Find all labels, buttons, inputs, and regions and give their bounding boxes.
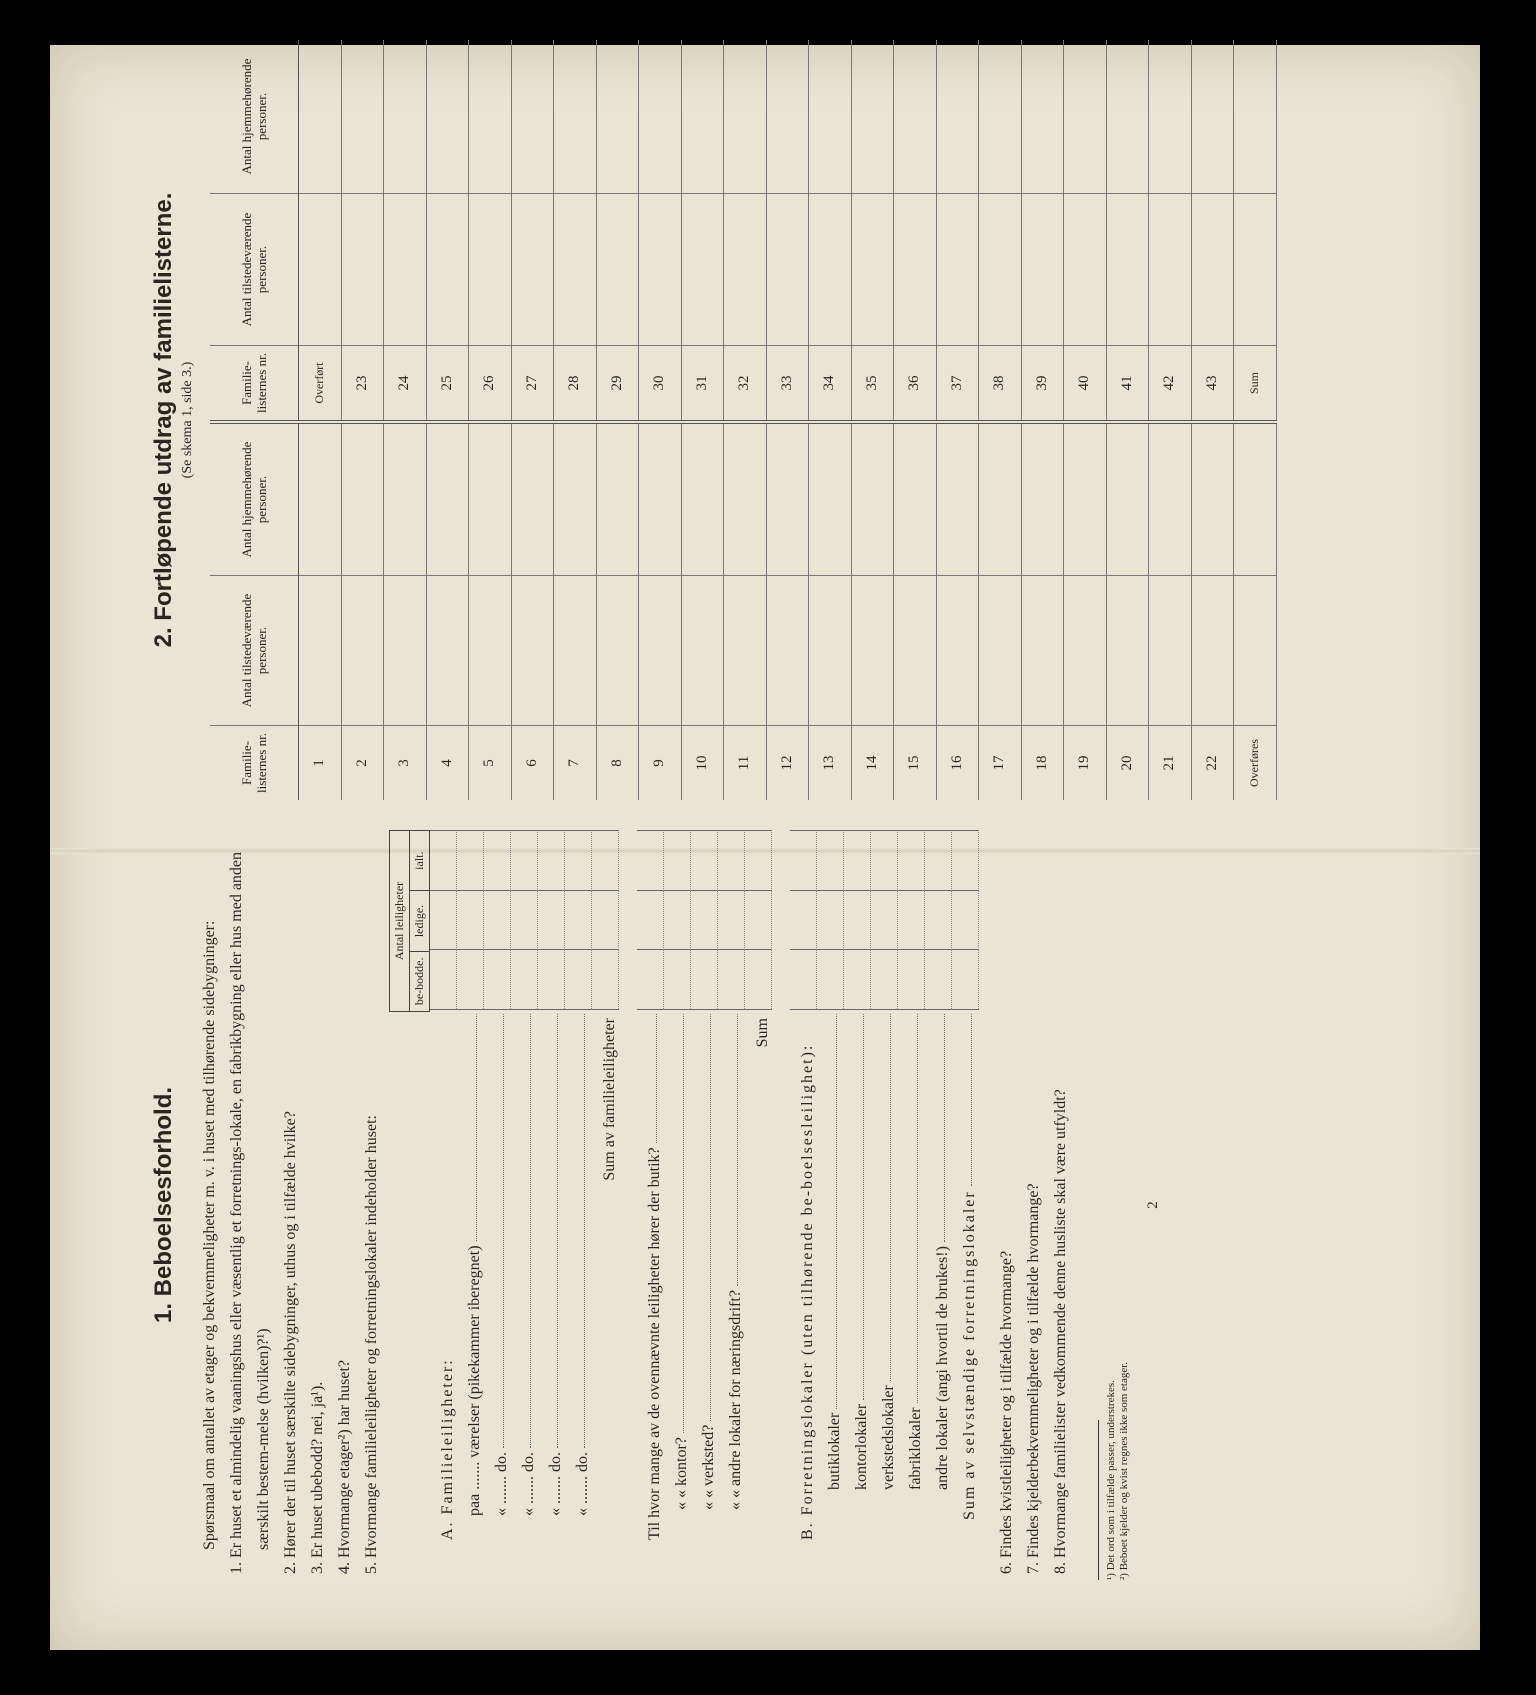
apartment-row: [457, 830, 484, 1540]
present-count-cell[interactable]: [1191, 576, 1234, 726]
resident-count-cell[interactable]: [469, 40, 512, 194]
page-number: 2: [1145, 1201, 1161, 1209]
sum-label: Sum: [754, 1018, 771, 1048]
family-list-number: 15: [894, 726, 937, 801]
resident-count-cell[interactable]: [1106, 40, 1149, 194]
family-row: [766, 422, 809, 800]
family-row: [1191, 40, 1234, 420]
resident-count-cell[interactable]: [299, 422, 342, 576]
family-table-right: [210, 40, 1277, 420]
section-b-title-row: [790, 830, 817, 1540]
present-count-cell[interactable]: [1021, 576, 1064, 726]
family-list-number: 16: [936, 726, 979, 801]
section-b-title: B. Forretningslokaler (uten tilhørende be-boelsesleilighet):: [799, 1043, 816, 1540]
family-table-left: [210, 420, 1277, 800]
present-count-cell[interactable]: [511, 576, 554, 726]
resident-count-cell[interactable]: [511, 40, 554, 194]
resident-count-cell[interactable]: [851, 40, 894, 194]
resident-count-cell[interactable]: [894, 40, 937, 194]
resident-count-cell[interactable]: [554, 422, 597, 576]
family-row: [554, 40, 597, 420]
footnote-1: ¹) Det ord som i tilfælde passer, understrekes.: [1105, 1380, 1117, 1580]
footnote-divider: [1098, 1420, 1099, 1580]
question-8: 8. Hvormange familielister vedkommende denne husliste skal være utfyldt?: [1052, 1089, 1069, 1574]
family-row: [979, 40, 1022, 420]
present-count-cell[interactable]: [299, 576, 342, 726]
resident-count-cell[interactable]: [1021, 40, 1064, 194]
resident-count-cell[interactable]: [894, 422, 937, 576]
family-row: [554, 422, 597, 800]
business-premise-row: [898, 830, 925, 1540]
family-row: [724, 422, 767, 800]
family-row: [809, 40, 852, 420]
section-1-title: 1. Beboelsesforhold.: [150, 1086, 177, 1324]
section-1-page: [150, 810, 1350, 1600]
family-list-number: 26: [469, 346, 512, 421]
present-count-cell[interactable]: [766, 576, 809, 726]
section-a-title: A. Familieleiligheter:: [439, 1358, 456, 1540]
business-premise-cells[interactable]: [871, 830, 898, 1010]
business-premise-label: verkstedslokaler: [880, 1385, 897, 1490]
resident-count-cell[interactable]: [596, 40, 639, 194]
present-count-cell[interactable]: [681, 576, 724, 726]
family-row: [681, 40, 724, 420]
family-row: [766, 40, 809, 420]
apartment-cells[interactable]: [511, 830, 538, 1010]
footnote-2: ²) Beboet kjelder og kvist regnes ikke som etager.: [1118, 1361, 1130, 1580]
family-list-number: 24: [384, 346, 427, 421]
resident-count-cell[interactable]: [639, 40, 682, 194]
family-row: [894, 40, 937, 420]
resident-count-cell[interactable]: [1106, 422, 1149, 576]
family-row: [1106, 40, 1149, 420]
family-row: [639, 422, 682, 800]
family-list-number: 40: [1064, 346, 1107, 421]
present-count-cell[interactable]: [1234, 194, 1277, 346]
resident-count-cell[interactable]: [426, 422, 469, 576]
family-list-number: 17: [979, 726, 1022, 801]
business-premise-cells[interactable]: [898, 830, 925, 1010]
question-1: 1. Er huset et almindelig vaaningshus eller væsentlig et forretnings-lokale, en fabrikbygning eller hus med anden særskilt bestem-melse (hvilken)?¹): [228, 851, 272, 1574]
family-row: [639, 40, 682, 420]
present-count-cell[interactable]: [639, 576, 682, 726]
resident-count-cell[interactable]: [426, 40, 469, 194]
resident-count-cell[interactable]: [681, 422, 724, 576]
apartment-cells[interactable]: [457, 830, 484, 1010]
present-count-cell[interactable]: [809, 576, 852, 726]
apartment-cells[interactable]: [565, 830, 592, 1010]
question-4: 4. Hvormange etager²) har huset?: [336, 1359, 353, 1574]
resident-count-cell[interactable]: [596, 422, 639, 576]
resident-count-cell[interactable]: [1021, 422, 1064, 576]
question-6: 6. Findes kvistleiligheter og i tilfælde hvormange?: [998, 1250, 1015, 1574]
present-count-cell[interactable]: [1064, 576, 1107, 726]
col-header-present: Antal tilstedeværende personer.: [210, 194, 299, 346]
family-row: [1149, 40, 1192, 420]
resident-count-cell[interactable]: [724, 40, 767, 194]
family-list-number: 3: [384, 726, 427, 801]
section-2-page: [150, 40, 1350, 800]
present-count-cell[interactable]: [1106, 576, 1149, 726]
resident-count-cell[interactable]: [851, 422, 894, 576]
section-2-title: 2. Fortløpende utdrag av familielisterne.: [150, 192, 177, 648]
family-list-number: 13: [809, 726, 852, 801]
resident-count-cell[interactable]: [511, 422, 554, 576]
business-use-label: « « verksted?: [700, 1424, 717, 1510]
family-row: [1106, 422, 1149, 800]
business-premise-label: kontorlokaler: [853, 1403, 870, 1490]
apartment-cells[interactable]: [484, 830, 511, 1010]
family-row: [894, 422, 937, 800]
apartment-row: [538, 830, 565, 1540]
family-list-number: 2: [341, 726, 384, 801]
til-intro: Til hvor mange av de ovennævnte leiligheter hører der butik?: [646, 1147, 663, 1540]
sum-row: [745, 830, 772, 1540]
present-count-cell[interactable]: [766, 194, 809, 346]
family-row: [299, 422, 342, 800]
business-premise-cells[interactable]: [844, 830, 871, 1010]
resident-count-cell[interactable]: [384, 40, 427, 194]
present-count-cell[interactable]: [851, 194, 894, 346]
resident-count-cell[interactable]: [681, 40, 724, 194]
family-list-number: Sum: [1234, 346, 1277, 421]
family-list-number: 41: [1106, 346, 1149, 421]
business-premise-row: [817, 830, 844, 1540]
family-row: [426, 422, 469, 800]
apartment-row: [511, 830, 538, 1540]
apartment-label: « ....... do.: [493, 1452, 510, 1516]
resident-count-cell[interactable]: [724, 422, 767, 576]
business-use-cells[interactable]: [691, 830, 718, 1010]
family-list-number: 43: [1191, 346, 1234, 421]
family-list-number: 39: [1021, 346, 1064, 421]
family-list-number: Overføres: [1234, 726, 1277, 801]
family-row: [469, 422, 512, 800]
present-count-cell[interactable]: [554, 576, 597, 726]
family-list-number: 5: [469, 726, 512, 801]
present-count-cell[interactable]: [724, 576, 767, 726]
present-count-cell[interactable]: [384, 576, 427, 726]
family-list-number: 37: [936, 346, 979, 421]
family-list-number: 9: [639, 726, 682, 801]
business-premise-label: fabriklokaler: [907, 1407, 924, 1490]
present-count-cell[interactable]: [1106, 194, 1149, 346]
present-count-cell[interactable]: [979, 576, 1022, 726]
present-count-cell[interactable]: [936, 194, 979, 346]
question-7: 7. Findes kjelderbekvemmeligheter og i tilfælde hvormange?: [1025, 1183, 1042, 1574]
resident-count-cell[interactable]: [1064, 40, 1107, 194]
resident-count-cell[interactable]: [936, 40, 979, 194]
family-list-number: 14: [851, 726, 894, 801]
present-count-cell[interactable]: [851, 576, 894, 726]
family-list-number: 8: [596, 726, 639, 801]
family-list-number: 28: [554, 346, 597, 421]
family-list-number: 20: [1106, 726, 1149, 801]
family-list-number: 19: [1064, 726, 1107, 801]
present-count-cell[interactable]: [1064, 194, 1107, 346]
resident-count-cell[interactable]: [639, 422, 682, 576]
present-count-cell[interactable]: [1021, 194, 1064, 346]
business-premise-cells[interactable]: [817, 830, 844, 1010]
family-list-number: 10: [681, 726, 724, 801]
resident-count-cell[interactable]: [1191, 40, 1234, 194]
resident-count-cell[interactable]: [1064, 422, 1107, 576]
business-use-row: [718, 830, 745, 1540]
present-count-cell[interactable]: [384, 194, 427, 346]
business-use-cells[interactable]: [718, 830, 745, 1010]
apartment-label: « ....... do.: [574, 1452, 591, 1516]
family-list-number: 36: [894, 346, 937, 421]
family-row: [511, 40, 554, 420]
a-sum-row: [592, 830, 619, 1540]
apartment-label: « ....... do.: [520, 1452, 537, 1516]
family-row: [809, 422, 852, 800]
family-list-number: 30: [639, 346, 682, 421]
business-premise-cells[interactable]: [925, 830, 952, 1010]
resident-count-cell[interactable]: [469, 422, 512, 576]
business-use-row: [691, 830, 718, 1540]
present-count-cell[interactable]: [1191, 194, 1234, 346]
resident-count-cell[interactable]: [1191, 422, 1234, 576]
resident-count-cell[interactable]: [554, 40, 597, 194]
apartment-label: « ....... do.: [547, 1452, 564, 1516]
family-list-number: 32: [724, 346, 767, 421]
family-list-number: 7: [554, 726, 597, 801]
grid-col-total: ialt.: [412, 851, 426, 870]
present-count-cell[interactable]: [639, 194, 682, 346]
family-row: [299, 40, 342, 420]
family-row: [1234, 40, 1277, 420]
grid-head: Antal leiligheter: [390, 831, 410, 1011]
present-count-cell[interactable]: [469, 576, 512, 726]
business-use-label: « « andre lokaler for næringsdrift?: [727, 1290, 744, 1510]
present-count-cell[interactable]: [809, 194, 852, 346]
family-list-number: 31: [681, 346, 724, 421]
family-row: [1149, 422, 1192, 800]
resident-count-cell[interactable]: [809, 40, 852, 194]
family-list-number: 35: [851, 346, 894, 421]
family-row: [724, 40, 767, 420]
family-row: [596, 422, 639, 800]
family-row: [511, 422, 554, 800]
family-row: [1234, 422, 1277, 800]
present-count-cell[interactable]: [511, 194, 554, 346]
present-count-cell[interactable]: [341, 576, 384, 726]
a-sum-label: Sum av familieleiligheter: [601, 1018, 618, 1181]
resident-count-cell[interactable]: [384, 422, 427, 576]
question-3: 3. Er huset ubebodd? nei, ja¹).: [309, 1381, 326, 1574]
family-row: [426, 40, 469, 420]
resident-count-cell[interactable]: [1149, 40, 1192, 194]
resident-count-cell[interactable]: [1234, 40, 1277, 194]
present-count-cell[interactable]: [299, 194, 342, 346]
resident-count-cell[interactable]: [936, 422, 979, 576]
family-list-number: 33: [766, 346, 809, 421]
resident-count-cell[interactable]: [809, 422, 852, 576]
resident-count-cell[interactable]: [766, 422, 809, 576]
family-list-number: 11: [724, 726, 767, 801]
present-count-cell[interactable]: [596, 576, 639, 726]
resident-count-cell[interactable]: [766, 40, 809, 194]
family-row: [1064, 422, 1107, 800]
business-premise-label: butiklokaler: [826, 1412, 843, 1490]
present-count-cell[interactable]: [426, 576, 469, 726]
family-row: [1021, 40, 1064, 420]
family-row: [341, 40, 384, 420]
family-row: [469, 40, 512, 420]
question-2: 2. Hører der til huset særskilte sidebygninger, uthus og i tilfælde hvilke?: [282, 1111, 299, 1574]
apartment-row: [565, 830, 592, 1540]
question-5: 5. Hvormange familieleiligheter og forretningslokaler indeholder huset:: [363, 1115, 380, 1574]
intro-text: Spørsmaal om antallet av etager og bekvemmeligheter m. v. i huset med tilhørende sidebygninger:: [201, 920, 218, 1550]
family-list-number: 12: [766, 726, 809, 801]
present-count-cell[interactable]: [1234, 576, 1277, 726]
col-header-present: Antal tilstedeværende personer.: [210, 576, 299, 726]
col-header-nr: Familie-listernes nr.: [210, 726, 299, 801]
family-list-number: 1: [299, 726, 342, 801]
apartment-cells[interactable]: [538, 830, 565, 1010]
business-premise-label: andre lokaler (angi hvortil de brukes!): [934, 1246, 951, 1490]
resident-count-cell[interactable]: [299, 40, 342, 194]
business-use-row: [664, 830, 691, 1540]
resident-count-cell[interactable]: [1234, 422, 1277, 576]
business-premise-row: [925, 830, 952, 1540]
col-header-nr: Familie-listernes nr.: [210, 346, 299, 421]
family-list-number: 6: [511, 726, 554, 801]
apartment-label: paa ....... værelser (pikekammer iberegnet): [466, 1245, 483, 1516]
business-use-label: « « kontor?: [673, 1437, 690, 1510]
family-list-number: 34: [809, 346, 852, 421]
family-row: [596, 40, 639, 420]
present-count-cell[interactable]: [936, 576, 979, 726]
family-list-number: 27: [511, 346, 554, 421]
family-row: [1191, 422, 1234, 800]
family-list-number: 38: [979, 346, 1022, 421]
business-premise-row: [871, 830, 898, 1540]
family-row: [384, 40, 427, 420]
family-list-number: 21: [1149, 726, 1192, 801]
present-count-cell[interactable]: [426, 194, 469, 346]
present-count-cell[interactable]: [554, 194, 597, 346]
family-row: [851, 422, 894, 800]
present-count-cell[interactable]: [341, 194, 384, 346]
family-list-number: Overført: [299, 346, 342, 421]
family-row: [1021, 422, 1064, 800]
til-intro-row: [637, 830, 664, 1540]
family-row: [341, 422, 384, 800]
family-list-number: 42: [1149, 346, 1192, 421]
resident-count-cell[interactable]: [979, 40, 1022, 194]
family-row: [384, 422, 427, 800]
grid-col-occupied: be-bodde.: [410, 951, 429, 1011]
present-count-cell[interactable]: [894, 576, 937, 726]
family-list-number: 4: [426, 726, 469, 801]
present-count-cell[interactable]: [894, 194, 937, 346]
family-row: [681, 422, 724, 800]
resident-count-cell[interactable]: [979, 422, 1022, 576]
col-header-resident: Antal hjemmehørende personer.: [210, 40, 299, 194]
present-count-cell[interactable]: [596, 194, 639, 346]
family-row: [1064, 40, 1107, 420]
b-sum-label: Sum av selvstændige forretningslokaler: [961, 1190, 978, 1520]
present-count-cell[interactable]: [1149, 194, 1192, 346]
family-list-number: 25: [426, 346, 469, 421]
apartment-row: [484, 830, 511, 1540]
section-2-subtitle: (Se skema 1, side 3.): [180, 361, 195, 479]
present-count-cell[interactable]: [469, 194, 512, 346]
b-sum-row: [952, 830, 979, 1540]
family-list-number: 22: [1191, 726, 1234, 801]
present-count-cell[interactable]: [724, 194, 767, 346]
family-list-number: 29: [596, 346, 639, 421]
family-row: [979, 422, 1022, 800]
family-row: [936, 422, 979, 800]
business-use-cells[interactable]: [664, 830, 691, 1010]
present-count-cell[interactable]: [1149, 576, 1192, 726]
family-row: [851, 40, 894, 420]
col-header-resident: Antal hjemmehørende personer.: [210, 422, 299, 576]
present-count-cell[interactable]: [681, 194, 724, 346]
grid-col-vacant: ledige.: [410, 890, 429, 950]
resident-count-cell[interactable]: [341, 422, 384, 576]
family-list-number: 18: [1021, 726, 1064, 801]
family-row: [936, 40, 979, 420]
family-list-tables: [210, 40, 1277, 800]
family-list-number: 23: [341, 346, 384, 421]
resident-count-cell[interactable]: [341, 40, 384, 194]
resident-count-cell[interactable]: [1149, 422, 1192, 576]
apartments-block: [389, 830, 979, 1540]
present-count-cell[interactable]: [979, 194, 1022, 346]
section-a-title-row: [430, 830, 457, 1540]
business-premise-row: [844, 830, 871, 1540]
